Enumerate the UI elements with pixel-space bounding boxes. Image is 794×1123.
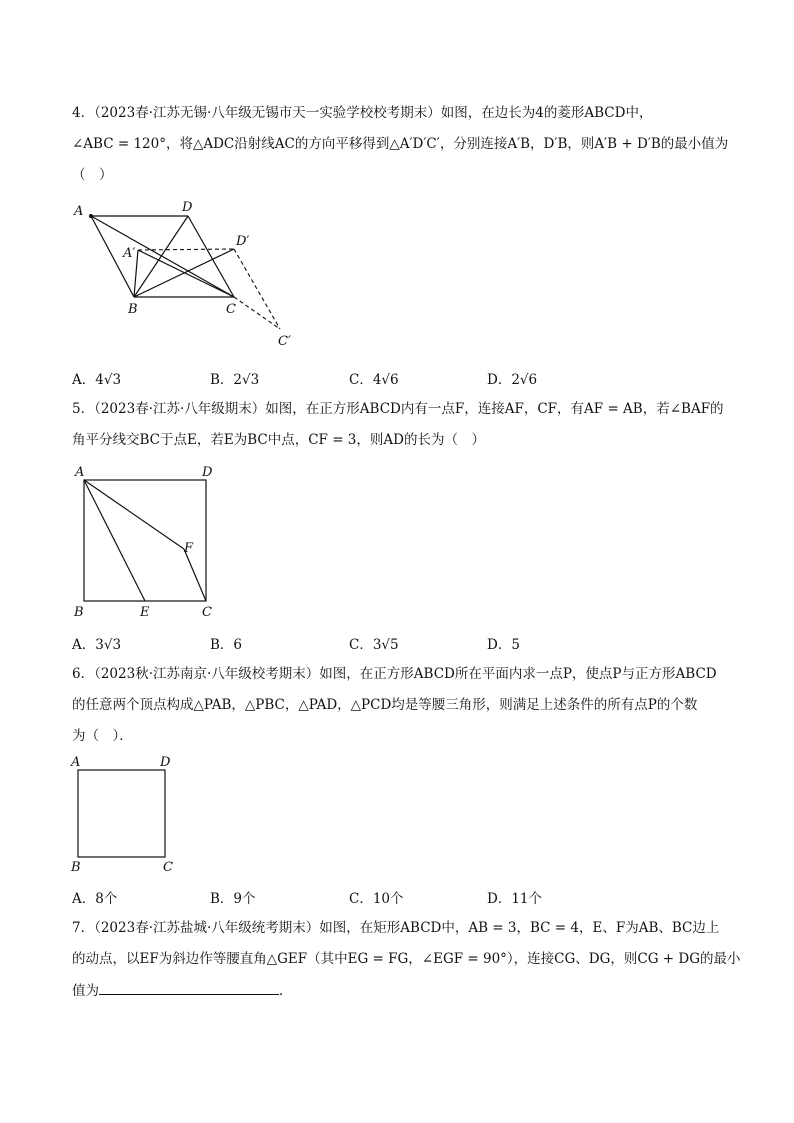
q4-label-A: A <box>74 204 84 219</box>
q7-suffix: ． <box>279 983 293 999</box>
q4-label-D1: D′ <box>236 234 250 249</box>
q6-label-C: C <box>163 860 173 875</box>
q4-stem-line2: ∠ABC = 120°，将△ADC沿射线AC的方向平移得到△A′D′C′，分别连接A′B，D′B，则A′B + D′B的最小值为 <box>72 136 729 152</box>
q7-stem-line1: 7．（2023春·江苏盐城·八年级统考期末）如图，在矩形ABCD中，AB = 3，BC = 4，E、F为AB、BC边上 <box>72 920 720 936</box>
q5-option-a[interactable]: A．3√3 <box>72 637 122 653</box>
q4-label-D: D <box>182 200 193 215</box>
q6-option-c[interactable]: C．10个 <box>349 891 404 907</box>
q5-label-A: A <box>75 465 85 480</box>
q6-option-a[interactable]: A．8个 <box>72 891 118 907</box>
q4-label-B: B <box>128 302 138 317</box>
q6-option-b[interactable]: B．9个 <box>210 891 256 907</box>
q6-figure-square <box>66 755 186 875</box>
q5-option-d[interactable]: D．5 <box>487 637 520 653</box>
q4-label-C: C <box>226 302 236 317</box>
q6-stem-line2: 的任意两个顶点构成△PAB，△PBC，△PAD，△PCD均是等腰三角形，则满足上述条件的所有点P的个数 <box>72 697 698 713</box>
q4-stem-line3: （ ） <box>72 167 113 183</box>
q7-prefix: 值为 <box>72 983 99 999</box>
q5-label-E: E <box>140 605 150 620</box>
q4-label-A1: A′ <box>123 246 136 261</box>
q6-stem-line1: 6．（2023秋·江苏南京·八年级校考期末）如图，在正方形ABCD所在平面内求一点P，使点P与正方形ABCD <box>72 666 717 682</box>
q7-stem-line2: 的动点，以EF为斜边作等腰直角△GEF（其中EG = FG，∠EGF = 90°），连接CG、DG，则CG + DG的最小 <box>72 951 741 967</box>
q6-label-B: B <box>71 860 81 875</box>
q6-label-A: A <box>71 755 81 770</box>
q5-stem-line1: 5．（2023春·江苏·八年级期末）如图，在正方形ABCD内有一点F，连接AF，CF，有AF = AB，若∠BAF的 <box>72 401 724 417</box>
q4-option-d[interactable]: D．2√6 <box>487 372 538 388</box>
q7-answer-blank[interactable] <box>99 982 279 995</box>
q4-option-a[interactable]: A．4√3 <box>72 372 122 388</box>
q4-option-b[interactable]: B．2√3 <box>210 372 260 388</box>
q5-option-c[interactable]: C．3√5 <box>349 637 399 653</box>
q4-option-c[interactable]: C．4√6 <box>349 372 399 388</box>
q7-stem-line3 <box>72 982 293 1000</box>
q6-label-D: D <box>160 755 171 770</box>
q5-option-b[interactable]: B．6 <box>210 637 243 653</box>
q6-stem-line3: 为（ ）． <box>72 728 133 744</box>
q4-label-C1: C′ <box>278 334 291 349</box>
q4-stem-line1: 4．（2023春·江苏无锡·八年级无锡市天一实验学校校考期末）如图，在边长为4的菱形ABCD中， <box>72 105 653 121</box>
q4-figure-rhombus <box>60 195 320 355</box>
q5-label-D: D <box>202 465 213 480</box>
q5-label-C: C <box>202 605 212 620</box>
q6-option-d[interactable]: D．11个 <box>487 891 543 907</box>
q5-label-B: B <box>74 605 84 620</box>
q5-stem-line2: 角平分线交BC于点E，若E为BC中点，CF = 3，则AD的长为（ ） <box>72 432 485 448</box>
q5-label-F: F <box>184 541 194 556</box>
q5-figure-square <box>70 460 230 625</box>
